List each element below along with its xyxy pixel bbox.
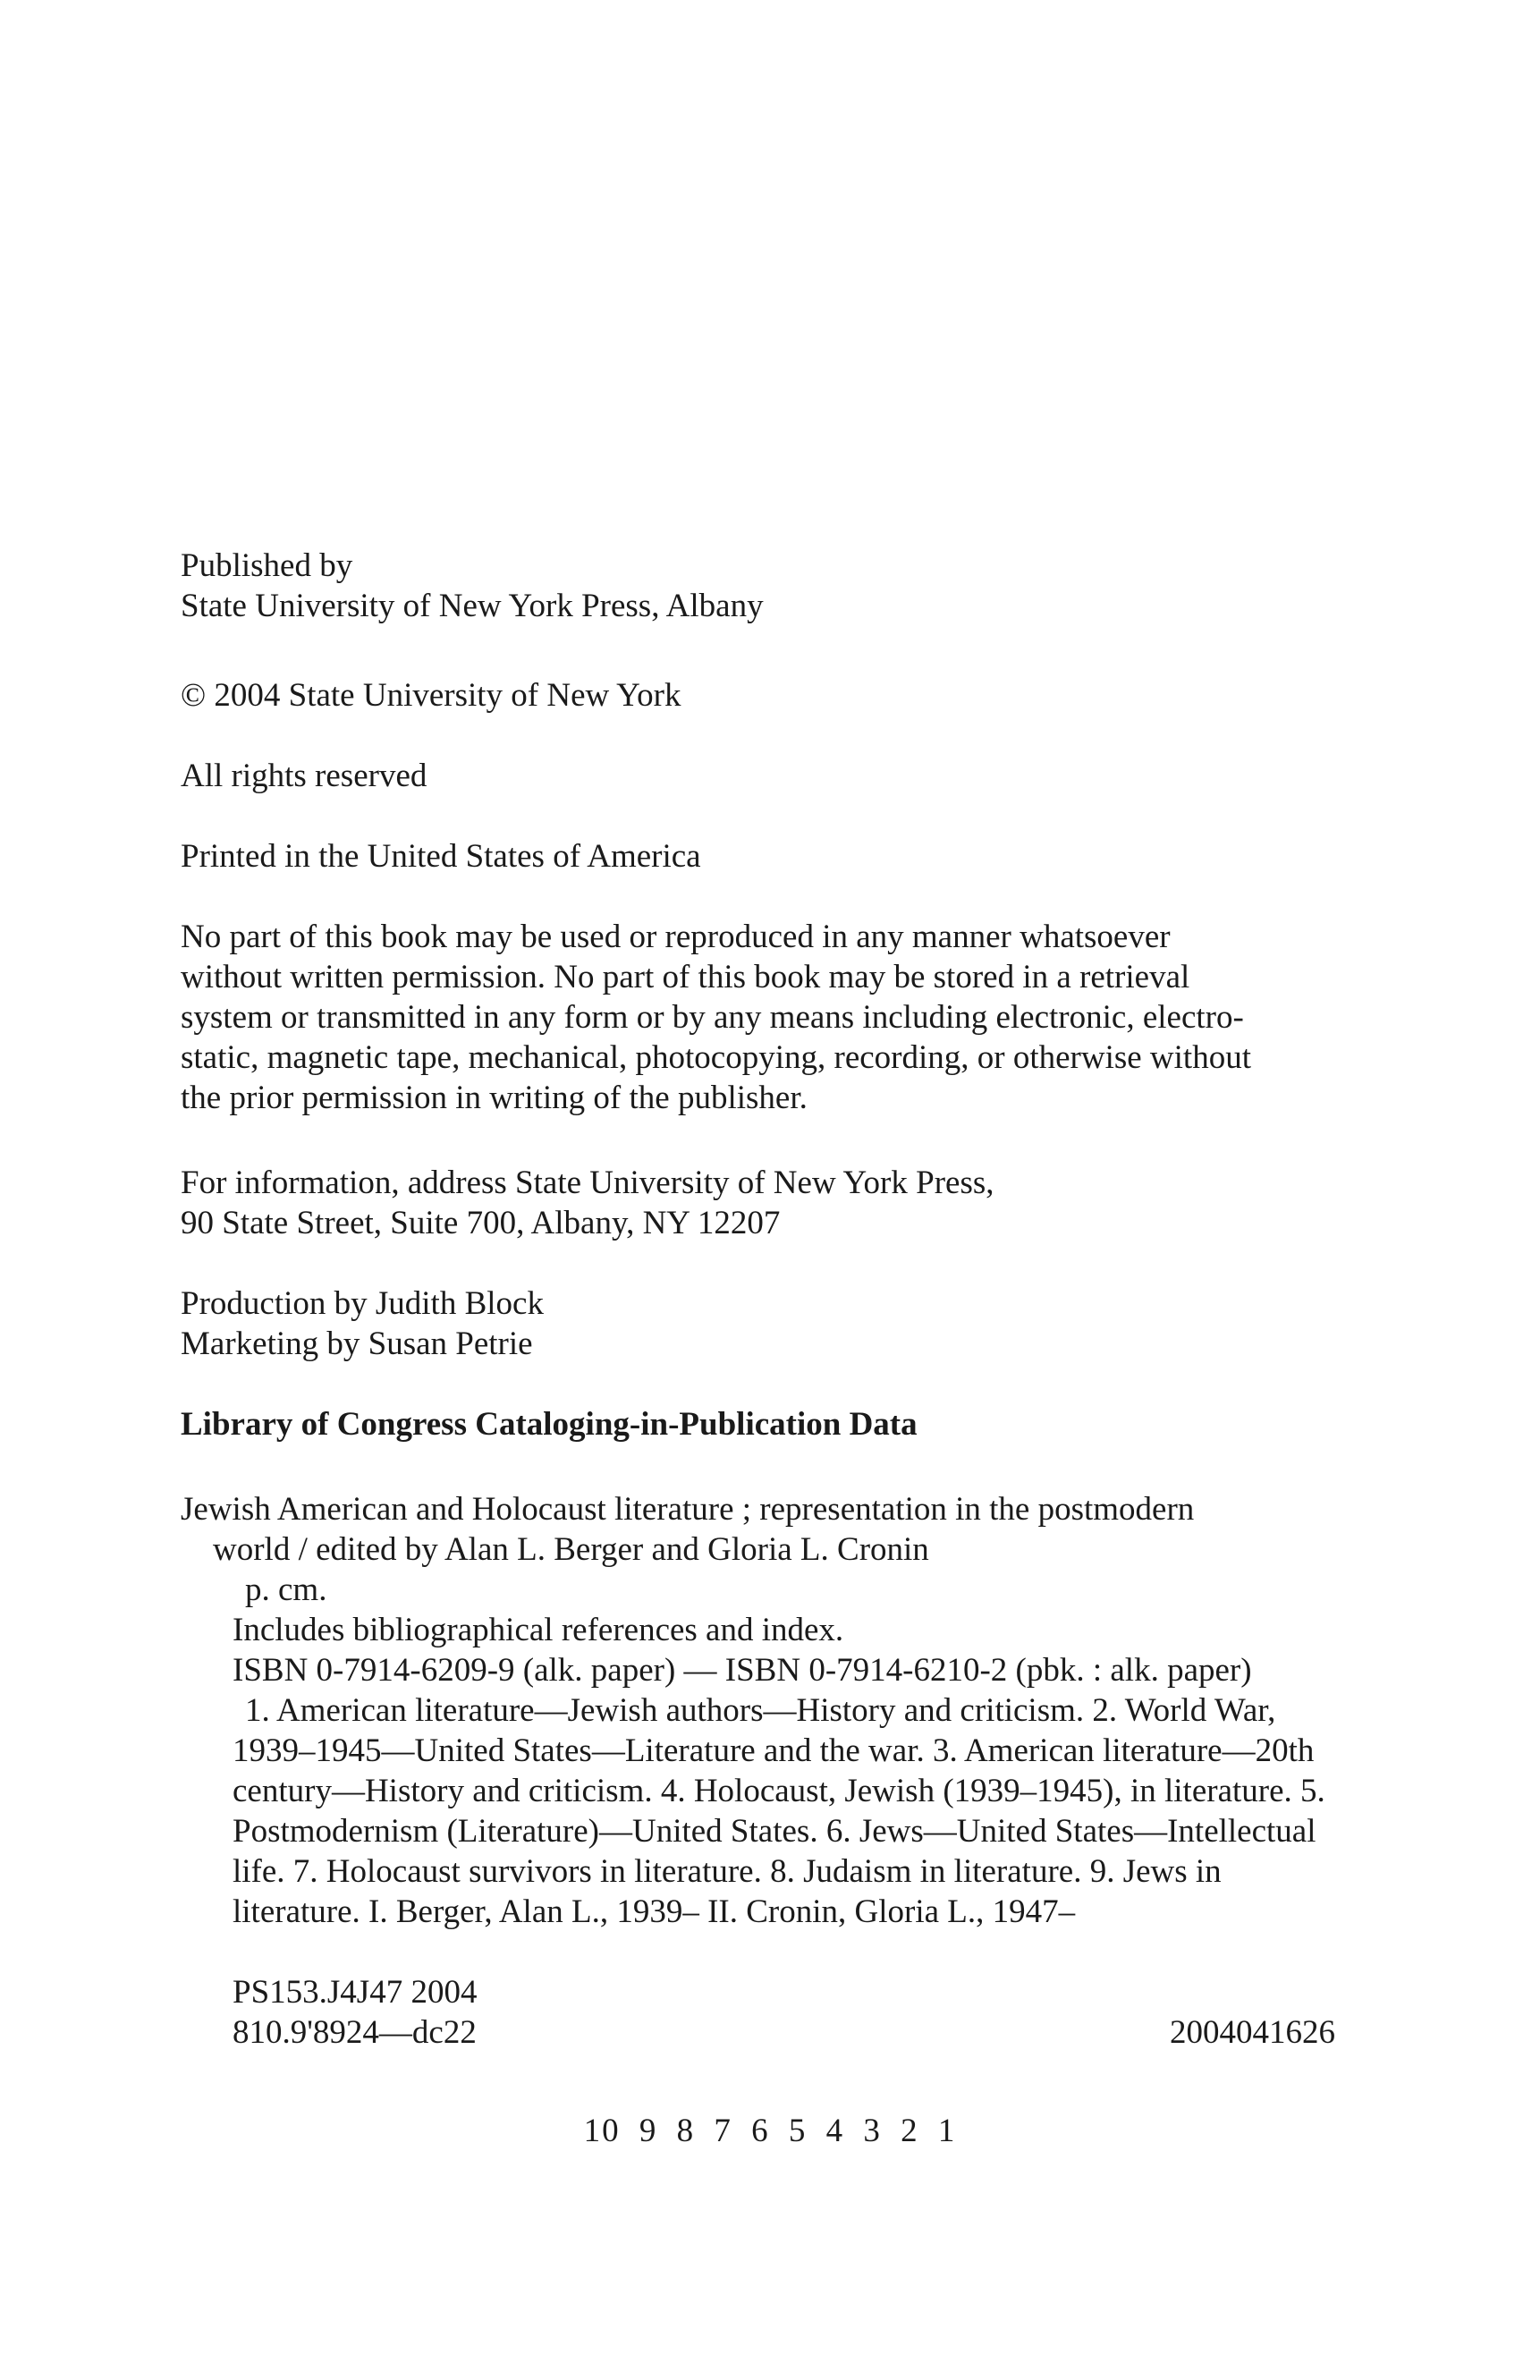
permission-line: without written permission. No part of this book may be stored in a retrieval [181,959,1190,995]
cip-subject-line: life. 7. Holocaust survivors in literature. 8. Judaism in literature. 9. Jews in [233,1853,1222,1890]
printed-in-notice [181,836,701,877]
call-number: PS153.J4J47 2004 [233,1974,478,2011]
cip-subject-line: century—History and criticism. 4. Holocaust, Jewish (1939–1945), in literature. 5. [233,1773,1325,1809]
production-credit: Production by Judith Block [181,1285,544,1322]
cip-subject-line: 1939–1945—United States—Literature and the war. 3. American literature—20th [233,1732,1315,1769]
publisher-block [181,546,764,626]
cip-subject-line: Postmodernism (Literature)—United States. 6. Jews—United States—Intellectual [233,1813,1316,1850]
cip-pages: p. cm. [245,1571,327,1608]
credits-block [181,1283,544,1364]
cip-subject-line: literature. I. Berger, Alan L., 1939– II. Cronin, Gloria L., 1947– [233,1893,1076,1930]
address-line: 90 State Street, Suite 700, Albany, NY 12207 [181,1205,781,1241]
cip-includes: Includes bibliographical references and index. [233,1612,844,1648]
permission-line: static, magnetic tape, mechanical, photocopying, recording, or otherwise without [181,1039,1251,1076]
published-by-label: Published by [181,547,353,584]
permission-line: No part of this book may be used or reproduced in any manner whatsoever [181,919,1171,955]
lccn-number: 2004041626 [1170,2014,1335,2051]
marketing-credit: Marketing by Susan Petrie [181,1326,533,1362]
publisher-name: State University of New York Press, Albany [181,588,764,624]
information-line: For information, address State University of New York Press, [181,1165,994,1201]
rights-line: All rights reserved [181,758,427,794]
copyright-notice [181,675,681,716]
cip-heading: Library of Congress Cataloging-in-Publication Data [181,1406,918,1443]
cip-title-line: Jewish American and Holocaust literature ; representation in the postmodern [181,1491,1195,1528]
printing-line: 10 9 8 7 6 5 4 3 2 1 [583,2113,957,2149]
permission-line: system or transmitted in any form or by any means including electronic, electro- [181,999,1244,1036]
printed-in-line: Printed in the United States of America [181,838,701,875]
information-address [181,1163,994,1243]
cip-subject-line: 1. American literature—Jewish authors—History and criticism. 2. World War, [245,1692,1276,1729]
rights-notice [181,756,427,796]
cip-isbn: ISBN 0-7914-6209-9 (alk. paper) — ISBN 0-7914-6210-2 (pbk. : alk. paper) [233,1652,1252,1689]
copyright-line: © 2004 State University of New York [181,677,681,714]
classification-block [181,1972,477,2053]
cip-heading-block [181,1404,918,1444]
dewey-number: 810.9'8924—dc22 [233,2014,477,2051]
permission-line: the prior permission in writing of the publisher. [181,1080,808,1116]
permission-notice [181,917,1251,1118]
cip-title-line: world / edited by Alan L. Berger and Gloria L. Cronin [213,1531,929,1568]
cip-record [181,1489,1325,1932]
